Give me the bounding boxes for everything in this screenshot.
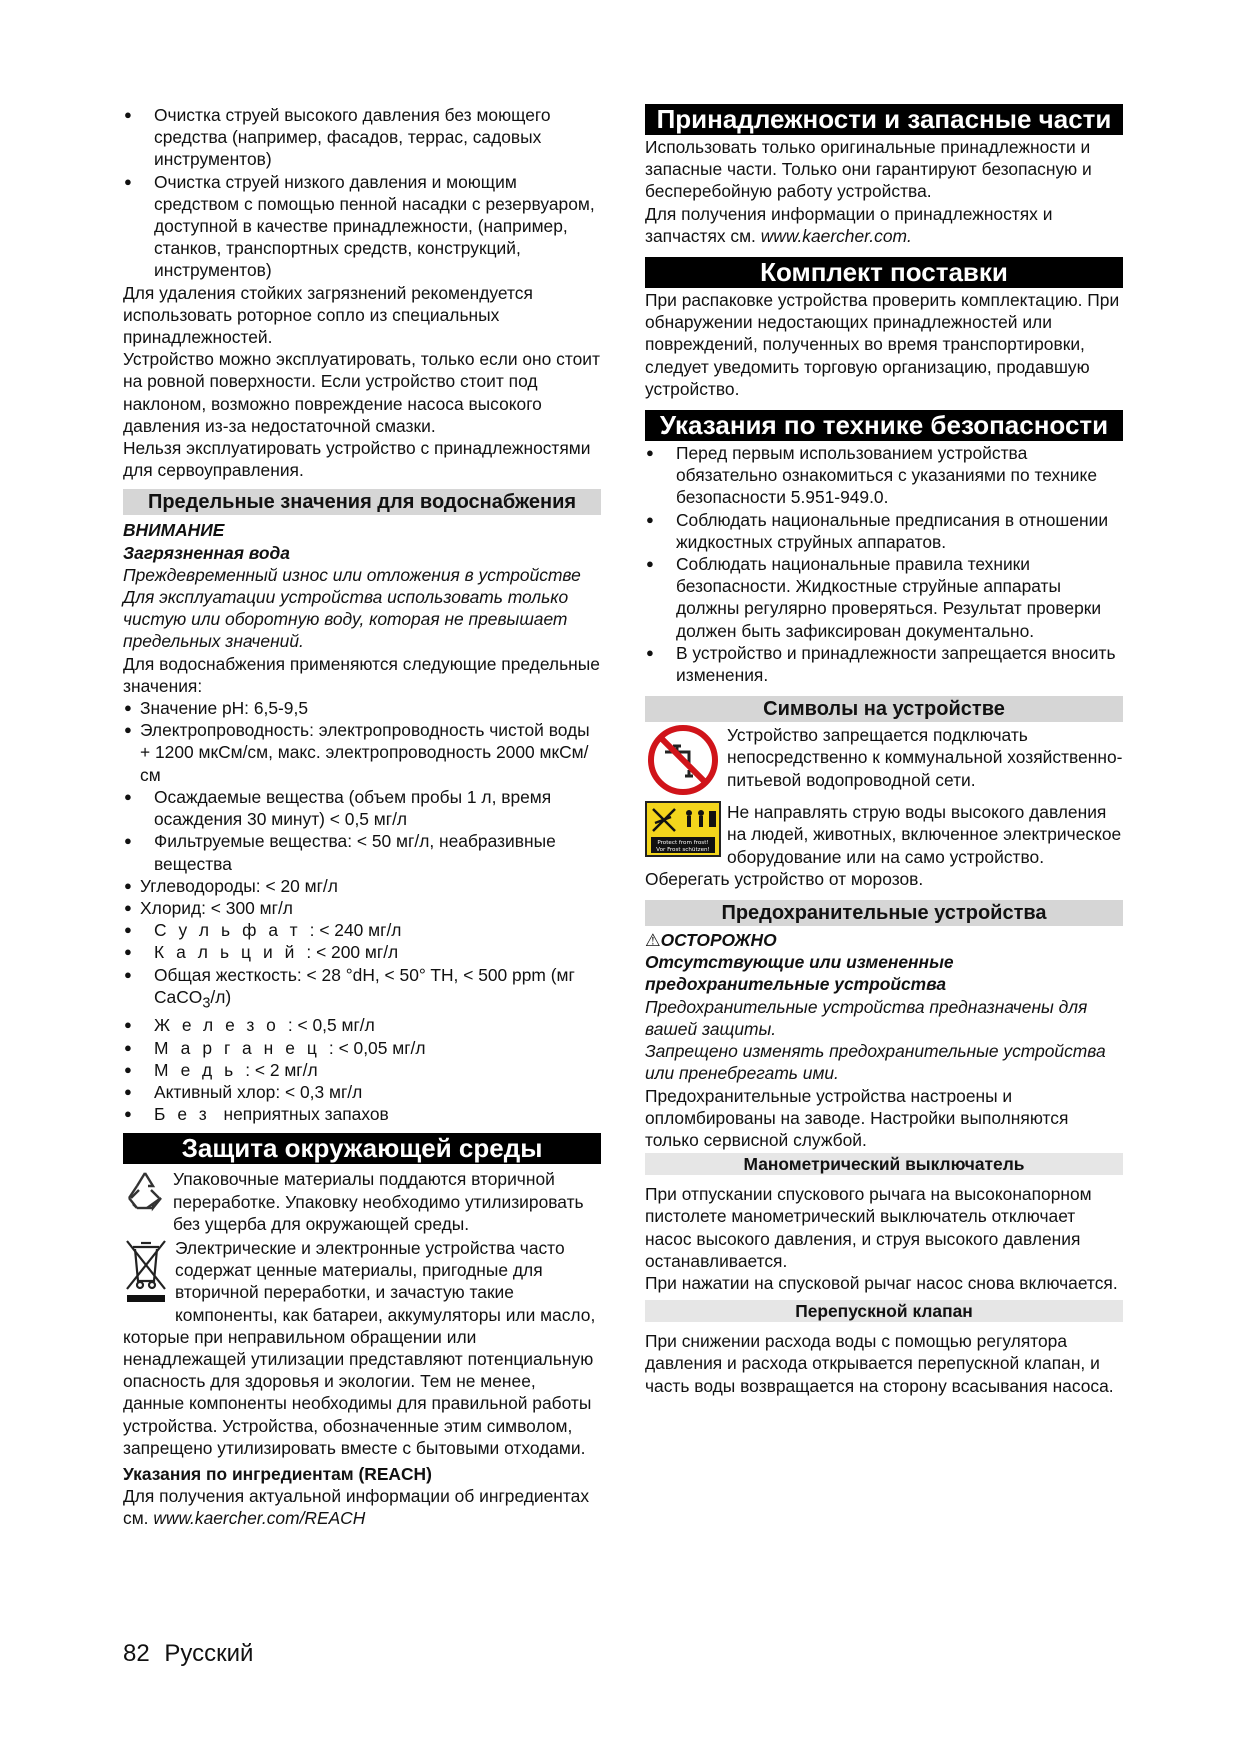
water-limits-heading: Предельные значения для водоснабжения	[123, 489, 601, 515]
intro-bullets	[123, 104, 601, 282]
do-not-spray-warning-icon	[645, 801, 721, 862]
sticker-text-2: Vor Frost schützen!	[656, 847, 710, 854]
forbidden-text: Запрещено изменять предохранительные устройства или пренебрегать ими.	[645, 1041, 1106, 1084]
dirty-water-label: Загрязненная вода	[123, 542, 290, 563]
list-item: ● Марганец: < 0,05 мг/л	[123, 1037, 601, 1059]
page-number: 82	[123, 1640, 150, 1667]
accessories-info: Для получения информации о принадлежностях и запчастях см. www.kaercher.com.	[645, 203, 1053, 246]
list-item: ● Хлорид: < 300 мг/л	[123, 897, 601, 919]
limits-list-4	[123, 919, 601, 1125]
list-item: ● Фильтруемые вещества: < 50 мг/л, неабразивные вещества	[123, 830, 601, 874]
limits-list-3	[123, 875, 601, 919]
list-item: ● Осаждаемые вещества (объем пробы 1 л, время осаждения 30 минут) < 0,5 мг/л	[123, 786, 601, 830]
crossed-bin-icon	[123, 1237, 169, 1310]
list-item: ● Активный хлор: < 0,3 мг/л	[123, 1081, 601, 1103]
use-clean-water-text: Для эксплуатации устройства использовать только чистую или оборотную воду, которая не превышает предельных значений.	[123, 587, 569, 652]
pressure-switch-text-2: При нажатии на спусковой рычаг насос снова включается.	[645, 1272, 1118, 1293]
attention-label: ВНИМАНИЕ	[123, 520, 225, 541]
list-item: ● Углеводороды: < 20 мг/л	[123, 875, 601, 897]
list-item: ● Общая жесткость: < 28 °dH, < 50° TH, < 500 ppm (мг CaCO$_3$/л)	[123, 964, 601, 1015]
wear-text: Преждевременный износ или отложения в устройстве	[123, 564, 581, 585]
sealed-text: Предохранительные устройства настроены и опломбированы на заводе. Настройки выполняются только сервисной службой.	[645, 1085, 1069, 1150]
list-item: ● Перед первым использованием устройства обязательно ознакомиться с указаниями по технике безопасности 5.951-949.0.	[645, 442, 1123, 509]
list-item: ● Соблюдать национальные правила техники безопасности. Жидкостные струйные аппараты должны регулярно проверяться. Результат проверки должен быть зафиксирован документально.	[645, 553, 1123, 642]
symbols-heading: Символы на устройстве	[645, 696, 1123, 722]
limits-intro: Для водоснабжения применяются следующие предельные значения:	[123, 653, 600, 696]
weee-block	[123, 1237, 601, 1459]
rotor-nozzle-text: Для удаления стойких загрязнений рекомендуется использовать роторное сопло из специальных принадлежностей.	[123, 282, 533, 348]
accessories-link[interactable]: www.kaercher.com.	[760, 225, 912, 246]
symbol2-block	[645, 801, 1123, 890]
reach-heading: Указания по ингредиентам (REACH)	[123, 1464, 432, 1485]
language-label: Русский	[164, 1640, 254, 1667]
list-item: ● Соблюдать национальные предписания в отношении жидкостных струйных аппаратов.	[645, 509, 1123, 553]
limits-list-2	[123, 786, 601, 875]
scope-heading: Комплект поставки	[645, 257, 1123, 288]
page-footer	[123, 1640, 253, 1668]
list-item: ● Сульфат: < 240 мг/л	[123, 919, 601, 941]
scope-text: При распаковке устройства проверить комплектацию. При обнаружении недостающих принадлежностей или повреждений, полученных во время транспортировки, следует уведомить торговую организацию, продавшую устройство.	[645, 290, 1120, 399]
no-tap-connection-icon	[645, 724, 721, 801]
reach-text: Для получения актуальной информации об ингредиентах см. www.kaercher.com/REACH	[123, 1486, 590, 1529]
safety-heading: Указания по технике безопасности	[645, 410, 1123, 441]
symbol2-text: Не направлять струю воды высокого давления на людей, животных, включенное электрическое оборудование или на само устройство. Оберегать устройство от морозов.	[645, 802, 1122, 889]
list-item: ● Значение pH: 6,5-9,5	[123, 697, 601, 719]
list-item: ● Очистка струей низкого давления и моющим средством с помощью пенной насадки с резервуаром, доступной в качестве принадлежности, (например, станков, транспортных средств, конструкций, инструментов)	[123, 171, 601, 282]
missing-devices-label: Отсутствующие или измененные предохранительные устройства	[645, 952, 954, 995]
safety-list	[645, 442, 1123, 686]
caution-label: ⚠ОСТОРОЖНО	[645, 930, 777, 951]
bypass-valve-heading: Перепускной клапан	[645, 1300, 1123, 1322]
list-item: ● Без неприятных запахов	[123, 1103, 601, 1125]
safety-devices-heading: Предохранительные устройства	[645, 900, 1123, 926]
accessories-heading: Принадлежности и запасные части	[645, 104, 1123, 135]
recycle-block	[123, 1168, 601, 1235]
list-item: ● В устройство и принадлежности запрещается вносить изменения.	[645, 642, 1123, 686]
list-item: ● Очистка струей высокого давления без моющего средства (например, фасадов, террас, садовых инструментов)	[123, 104, 601, 171]
symbol1-block	[645, 724, 1123, 801]
list-item: ● Железо: < 0,5 мг/л	[123, 1014, 601, 1036]
pressure-switch-text: При отпускании спускового рычага на высоконапорном пистолете манометрический выключатель отключает насос высокого давления, и струя высокого давления останавливается.	[645, 1184, 1092, 1271]
level-surface-text: Устройство можно эксплуатировать, только если оно стоит на ровной поверхности. Если устройство стоит под наклоном, возможно повреждение насоса высокого давления из-за недостаточной смазки.	[123, 349, 600, 436]
accessories-text: Использовать только оригинальные принадлежности и запасные части. Только они гарантируют безопасную и бесперебойную работу устройства.	[645, 137, 1092, 202]
weee-text: Электрические и электронные устройства часто содержат ценные материалы, пригодные для вторичной переработки, и зачастую такие компоненты, как батареи, аккумуляторы или масло, которые при неправильном обращении или ненадлежащей утилизации представляют потенциальную опасность для здоровья и экологии. Тем не менее, данные компоненты необходимы для правильной работы устройства. Устройства, обозначенные этим символом, запрещено утилизировать вместе с бытовыми отходами.	[123, 1238, 596, 1458]
reach-link[interactable]: www.kaercher.com/REACH	[153, 1508, 366, 1529]
recycle-text: Упаковочные материалы поддаются вторичной переработке. Упаковку необходимо утилизировать без ущерба для окружающей среды.	[173, 1169, 584, 1234]
symbol1-text: Устройство запрещается подключать непосредственно к коммунальной хозяйственно-питьевой водопроводной сети.	[727, 725, 1123, 790]
sticker-text-1: Protect from frost!	[657, 840, 709, 847]
servo-text: Нельзя эксплуатировать устройство с принадлежностями для сервоуправления.	[123, 438, 591, 481]
list-item: ● Медь: < 2 мг/л	[123, 1059, 601, 1081]
recycle-icon	[123, 1168, 167, 1217]
right-column	[645, 104, 1123, 1397]
bypass-valve-text: При снижении расхода воды с помощью регулятора давления и расхода открывается перепускной клапан, и часть воды возвращается на сторону всасывания насоса.	[645, 1331, 1114, 1396]
protection-text: Предохранительные устройства предназначены для вашей защиты.	[645, 996, 1088, 1039]
pressure-switch-heading: Манометрический выключатель	[645, 1153, 1123, 1175]
warning-triangle-icon: ⚠	[645, 930, 661, 951]
environment-heading: Защита окружающей среды	[123, 1133, 601, 1164]
list-item: ● Электропроводность: электропроводность чистой воды + 1200 мкСм/см, макс. электропроводность 2000 мкСм/см	[123, 719, 601, 786]
list-item: ● Кальций: < 200 мг/л	[123, 941, 601, 963]
left-column	[123, 104, 601, 1530]
limits-list	[123, 697, 601, 786]
